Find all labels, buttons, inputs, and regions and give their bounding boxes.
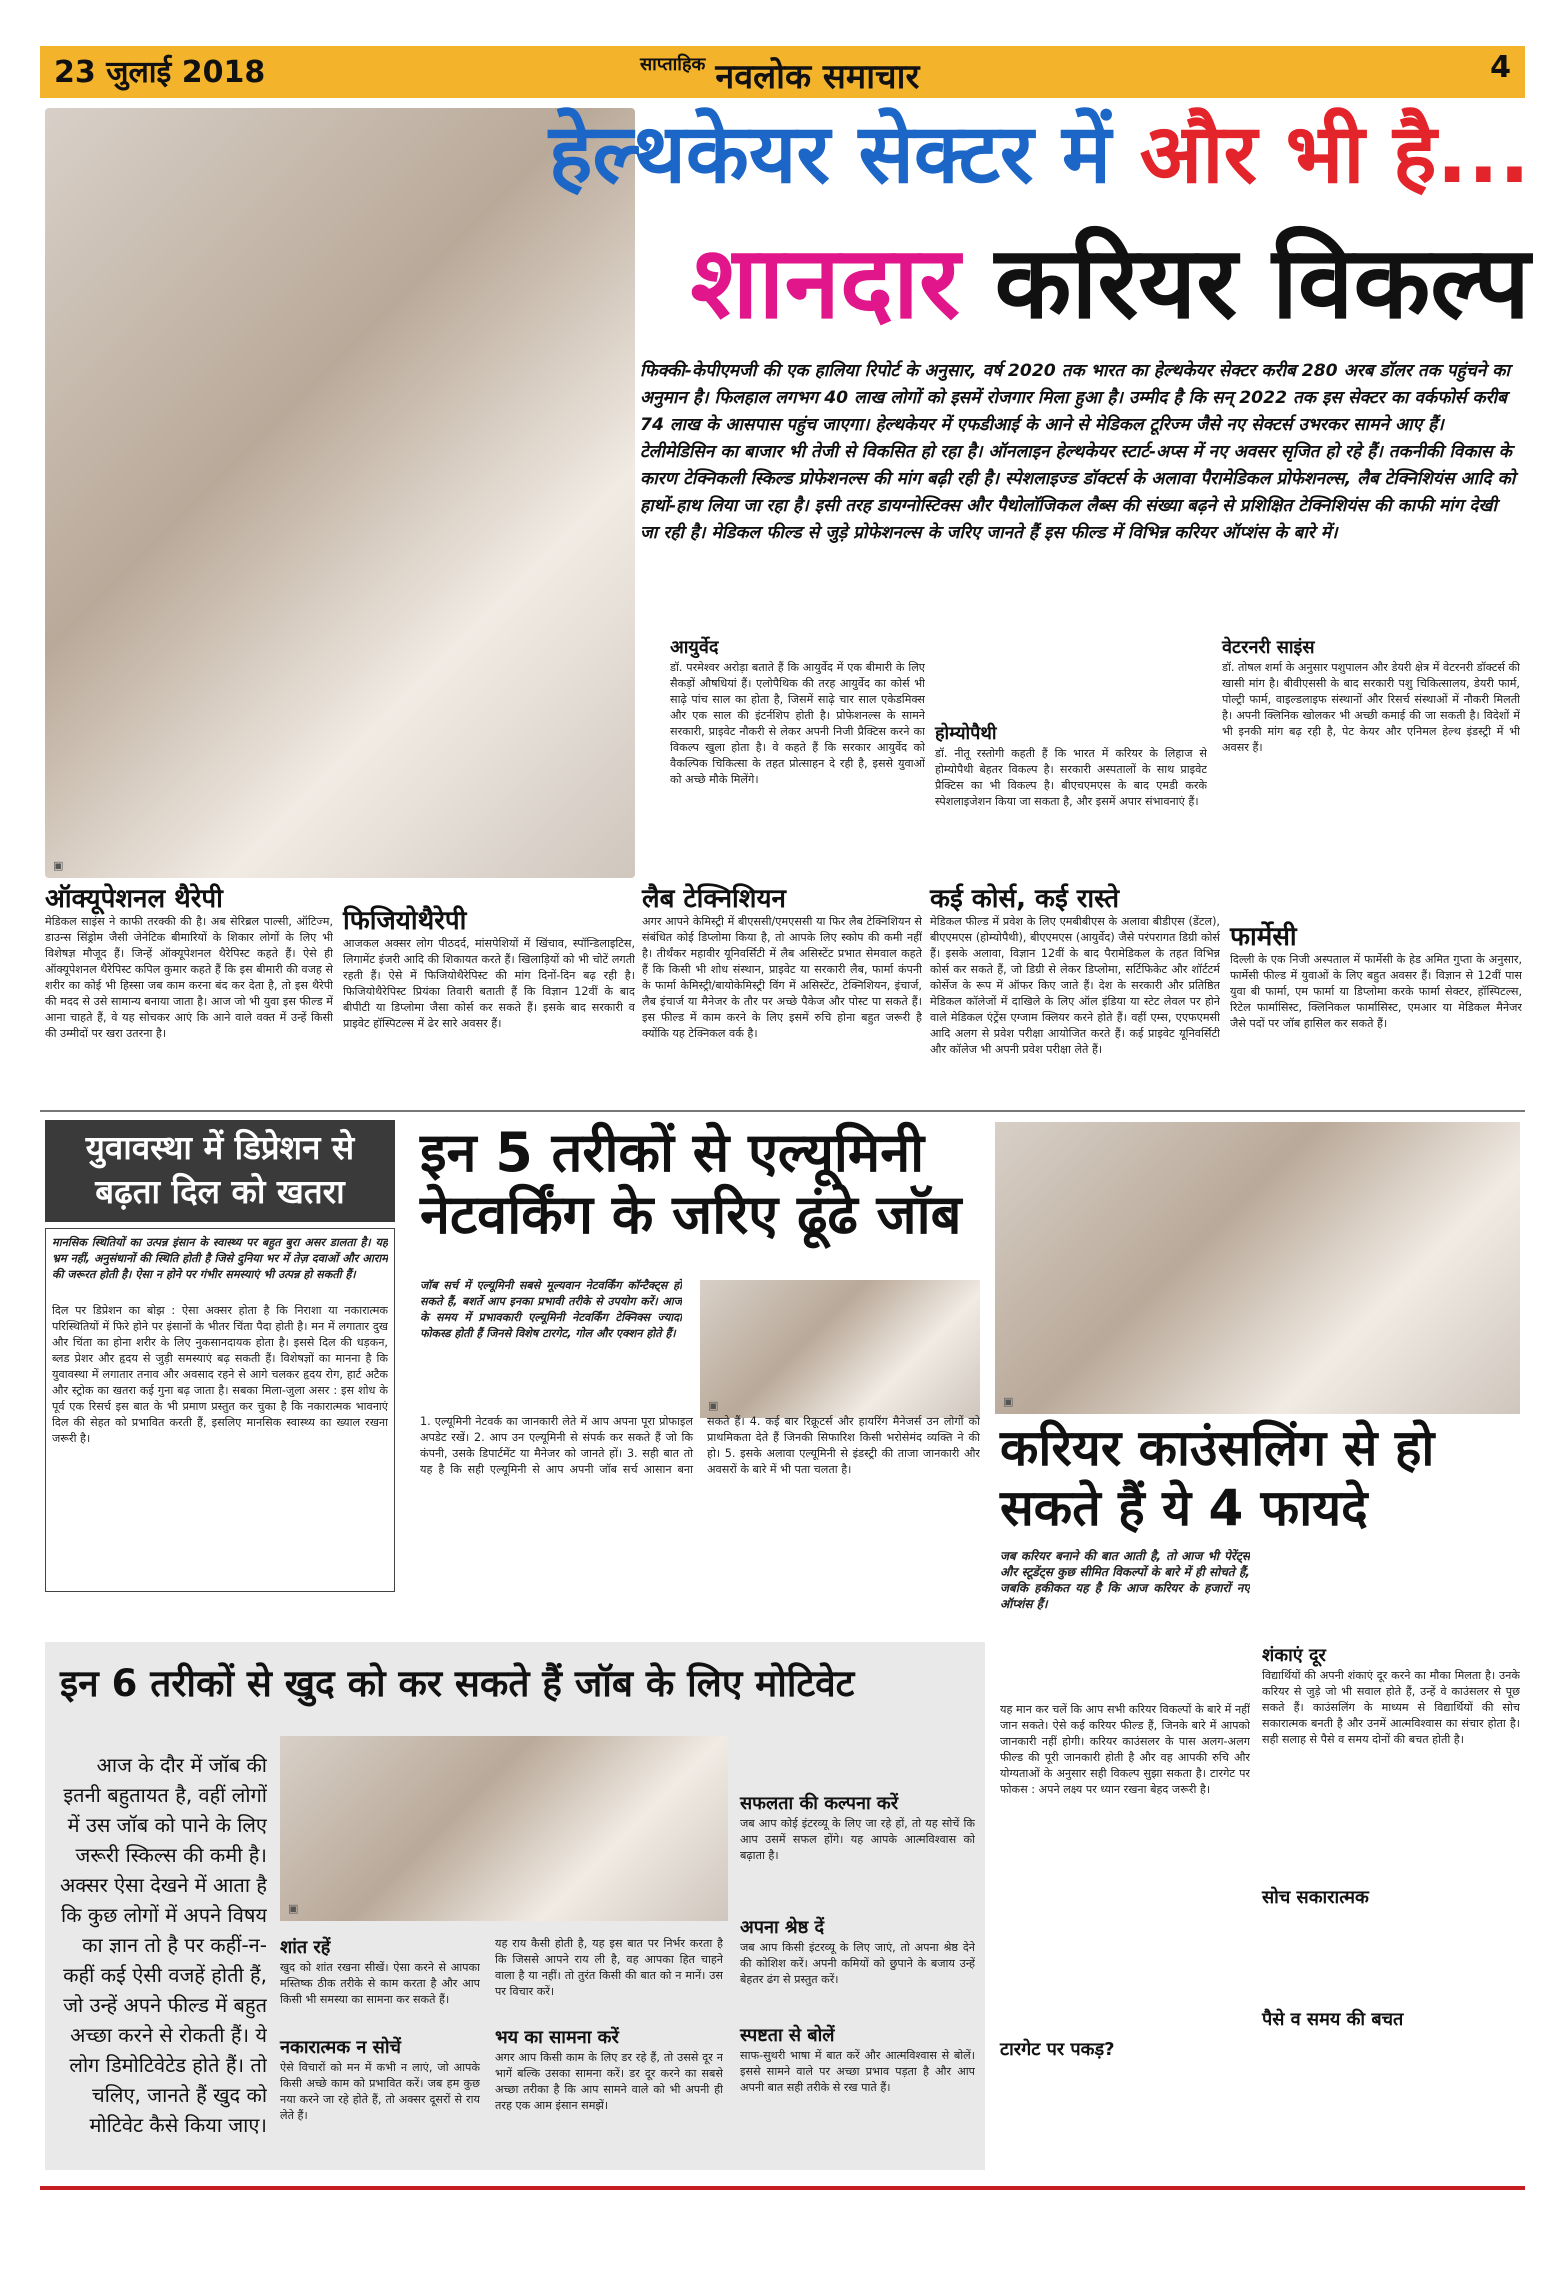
depression-title-box: [45, 1120, 395, 1222]
motivate-negative-heading: नकारात्मक न सोचें: [280, 2037, 401, 2058]
page-number: 4: [1490, 50, 1511, 85]
motivate-col3: [740, 1736, 975, 2112]
pharmacy-section: [1230, 922, 1522, 1102]
alumni-photo: [700, 1280, 980, 1418]
section-divider: [40, 1110, 1525, 1112]
motivate-advice-text: यह राय कैसी होती है, यह इस बात पर निर्भर करता है कि जिससे आपने राय ली है, वह आपका हित चाहने वाला है या नहीं। तो तुरंत किसी की बात को न मानें। उस पर विचार करें।: [495, 1937, 723, 1998]
counsel-title: करियर काउंसलिंग से हो सकते हैं ये 4 फायदे: [1000, 1419, 1435, 1537]
lab-heading: लैब टेक्निशियन: [642, 884, 786, 914]
motivate-title: इन 6 तरीकों से खुद को कर सकते हैं जॉब के लिए मोटिवेट: [60, 1662, 855, 1705]
lead-intro: फिक्की-केपीएमजी की एक हालिया रिपोर्ट के अनुसार, वर्ष 2020 तक भारत का हेल्थकेयर सेक्टर करीब 280 अरब डॉलर तक पहुंचने का अनुमान है। फिलहाल लगभग 40 लाख लोगों को इसमें रोजगार मिला हुआ है। उम्मीद है कि सन् 2022 तक इस सेक्टर का वर्कफोर्स करीब 74 लाख के आसपास पहुंच जाएगा। हेल्थकेयर में एफडीआई के आने से मेडिकल टूरिज्म जैसे नए सेक्टर्स उभरकर सामने आए हैं। टेलीमेडिसिन का बाजार भी तेजी से विकसित हो रहा है। ऑनलाइन हेल्थकेयर स्टार्ट-अप्स में नए अवसर सृजित हो रहे हैं। तकनीकी विकास के कारण टेक्निकली स्किल्ड प्रोफेशनल्स की मांग बढ़ी रही है। स्पेशलाइज्ड डॉक्टर्स के अलावा पैरामेडिकल प्रोफेशनल्स, लैब टेक्निशियंस आदि को हाथों-हाथ लिया जा रहा है। इसी तरह डायग्नोस्टिक्स और पैथोलॉजिकल लैब्स की संख्या बढ़ने से प्रशिक्षित टेक्निशियंस की काफी मांग देखी जा रही है। मेडिकल फील्ड से जुड़े प्रोफेशनल्स के जरिए जानते हैं इस फील्ड में विभिन्न करियर ऑप्शंस के बारे में।: [640, 361, 1516, 543]
counsel-photo: [995, 1122, 1520, 1414]
counsel-sub-doubts: शंकाएं दूर: [1262, 1645, 1326, 1666]
newspaper-title: नवलोक समाचार: [715, 57, 920, 97]
physio-section: [343, 884, 635, 1116]
physio-heading: फिजियोथैरेपी: [343, 906, 467, 936]
depression-title: युवावस्था में डिप्रेशन से बढ़ता दिल को खतरा: [85, 1128, 355, 1211]
counsel-side-column: [1262, 1548, 1520, 2068]
vet-text: डॉ. तोषल शर्मा के अनुसार पशुपालन और डेयरी क्षेत्र में वेटरनरी डॉक्टर्स की खासी मांग है। बीवीएससी के बाद सरकारी पशु चिकित्सालय, डेयरी फार्म, पोल्ट्री फार्म, वाइल्डलाइफ संस्थानों और रिसर्च संस्थाओं में नौकरी मिलती है। अपनी क्लिनिक खोलकर भी अच्छी कमाई की जा सकती है। विदेशों में भी इनकी मांग बढ़ रही है, पेट केयर और एनिमल हेल्थ इंडस्ट्री में भी अवसर हैं।: [1222, 661, 1520, 754]
weekly-tag: साप्ताहिक: [640, 54, 706, 75]
depression-lead: मानसिक स्थितियों का उत्पन्न इंसान के स्वास्थ्य पर बहुत बुरा असर डालता है। यह भ्रम नहीं, अनुसंधानों की स्थिति होती है जिसे दुनिया भर में तेज़ दवाओं और आराम की जरूरत होती है। ऐसा न होने पर गंभीर समस्याएं भी उत्पन्न हो सकती हैं।: [52, 1236, 388, 1281]
lead-photo: [45, 108, 635, 878]
photo-icon: ▣: [1003, 1395, 1014, 1408]
courses-text: मेडिकल फील्ड में प्रवेश के लिए एमबीबीएस के अलावा बीडीएस (डेंटल), बीएएमएस (होम्योपैथी), बीएएमएस (आयुर्वेद) जैसे परंपरागत डिग्री कोर्स हैं। इसके अलावा, विज्ञान 12वीं के बाद पैरामेडिकल के तहत विभिन्न कोर्स कर सकते हैं, जो डिग्री से लेकर डिप्लोमा, सर्टिफिकेट और शॉर्टटर्म कोर्सेज के रूप में ऑफर किए जाते हैं। देश के सरकारी और प्रतिष्ठित मेडिकल कॉलेजों में दाखिले के लिए ऑल इंडिया या स्टेट लेवल पर होने वाले मेडिकल एंट्रेंस एग्जाम क्लियर करने होते हैं। वहीं एम्स, एएफएमसी आदि अलग से प्रवेश परीक्षा आयोजित करते हैं। कई प्राइवेट यूनिवर्सिटी और कॉलेज भी अपनी प्रवेश परीक्षा लेते हैं।: [930, 915, 1220, 1056]
homeopathy-section: [935, 642, 1207, 874]
motivate-calm-heading: शांत रहें: [280, 1937, 331, 1958]
photo-icon: ▣: [53, 859, 64, 872]
depression-article: [45, 1228, 395, 1592]
motivate-calm-text: खुद को शांत रखना सीखें। ऐसा करने से आपका मस्तिष्क ठीक तरीके से काम करता है और आप किसी भी समस्या का सामना कर सकते हैं।: [280, 1961, 480, 2006]
counsel-text: यह मान कर चलें कि आप सभी करियर विकल्पों के बारे में नहीं जान सकते। ऐसे कई करियर फील्ड हैं, जिनके बारे में आपको जानकारी नहीं होगी। करियर काउंसलर के पास अलग-अलग फील्ड की पूरी जानकारी होती है और वह आपकी रुचि और योग्यताओं के अनुसार सही विकल्प सुझा सकता है। टारगेट पर फोकस : अपने लक्ष्य पर ध्यान रखना बेहद जरूरी है।: [1000, 1703, 1250, 1796]
counsel-sub-positive: सोच सकारात्मक: [1262, 1886, 1520, 1910]
vet-section: [1222, 632, 1520, 886]
masthead-bar: [40, 46, 1525, 98]
counsel-sub-target: टारगेट पर पकड़?: [1000, 2039, 1115, 2060]
lead-title-part4: करियर विकल्प: [994, 224, 1530, 341]
lead-title-line1: [540, 107, 1530, 202]
motivate-clarity-text: साफ-सुथरी भाषा में बात करें और आत्मविश्वास से बोलें। इससे सामने वाले पर अच्छा प्रभाव पड़ता है और आप अपनी बात सही तरीके से रख पाते हैं।: [740, 2049, 975, 2094]
motivate-blurb: आज के दौर में जॉब की इतनी बहुतायत है, वहीं लोगों में उस जॉब को पाने के लिए जरूरी स्किल्स की कमी है। अक्सर ऐसा देखने में आता है कि कुछ लोगों में अपने विषय का ज्ञान तो है पर कहीं-न-कहीं कई ऐसी वजहें होती हैं, जो उन्हें अपने फील्ड में बहुत अच्छा करने से रोकती हैं। ये लोग डिमोटिवेटेड होते हैं। तो चलिए, जानते हैं खुद को मोटिवेट कैसे किया जाए।: [60, 1753, 267, 2137]
courses-section: [930, 884, 1220, 1124]
depression-text: दिल पर डिप्रेशन का बोझ : ऐसा अक्सर होता है कि निराशा या नकारात्मक परिस्थितियों में फिरे होने पर इंसानों के भीतर चिंता पैदा होती है। मन में लगातार दुख और चिंता का होना शरीर के लिए नुकसानदायक होता है। इससे दिल की धड़कन, ब्लड प्रेशर और हृदय से जुड़ी समस्याएं बढ़ सकती हैं। विशेषज्ञों का मानना है कि युवावस्था में लगातार तनाव और अवसाद रहने से आगे चलकर हृदय रोग, हार्ट अटैक और स्ट्रोक का खतरा कई गुना बढ़ जाता है। सबका मिला-जुला असर : इस शोध के पूर्व एक रिसर्च इस बात के भी प्रमाण प्रस्तुत कर चुका है कि नकारात्मक भावनाएं दिल की सेहत को प्रभावित करती हैं, इसलिए मानसिक स्वास्थ्य का ख्याल रखना जरूरी है।: [52, 1304, 388, 1445]
lab-text: अगर आपने केमिस्ट्री में बीएससी/एमएससी या फिर लैब टेक्निशियन से संबंधित कोई डिप्लोमा किया है, तो आपके लिए स्कोप की कमी नहीं है। तीर्थंकर महावीर यूनिवर्सिटी में लैब असिस्टेंट प्रभात सेमवाल कहते हैं कि किसी भी शोध संस्थान, प्राइवेट या सरकारी लैब, फार्मा कंपनी के फार्मा केमिस्ट्री/बायोकेमिस्ट्री विंग में असिस्टेंट, टेक्निशियन, इंचार्ज, लैब इंचार्ज या मैनेजर के तौर पर अच्छे पैकेज और पोस्ट पा सकते हैं। इस फील्ड में काम करने के लिए इसमें रुचि होना बहुत जरूरी है क्योंकि यह टेक्निकल वर्क है।: [642, 915, 922, 1040]
lead-title-part1: हेल्थकेयर सेक्टर में: [548, 107, 1140, 202]
motivate-best-heading: अपना श्रेष्ठ दें: [740, 1917, 825, 1938]
physio-text: आजकल अक्सर लोग पीठदर्द, मांसपेशियों में खिंचाव, स्पॉन्डिलाइटिस, लिगामेंट इंजरी आदि की शिकायत करते हैं। खिलाड़ियों को भी चोटें लगती रहती हैं। ऐसे में फिजियोथैरेपिस्ट की मांग दिनों-दिन बढ़ रही है। फिजियोथैरेपिस्ट प्रियंका तिवारी बताती हैं कि विज्ञान 12वीं के बाद बीपीटी या डिप्लोमा जैसा कोर्स कर सकते हैं। इसके बाद सरकारी व प्राइवेट हॉस्पिटल्स में ढेर सारे अवसर हैं।: [343, 937, 635, 1030]
lead-title-part2: और भी है...: [1139, 107, 1530, 202]
alumni-title: इन 5 तरीकों से एल्यूमिनी नेटवर्किंग के जरिए ढूंढे जॉब: [420, 1121, 962, 1246]
motivate-success-text: जब आप कोई इंटरव्यू के लिए जा रहे हों, तो यह सोचें कि आप उसमें सफल होंगे। यह आपके आत्मविश्वास को बढ़ाता है।: [740, 1817, 975, 1862]
courses-heading: कई कोर्स, कई रास्ते: [930, 884, 1120, 914]
homeopathy-text: डॉ. नीतू रस्तोगी कहती हैं कि भारत में करियर के लिहाज से होम्योपैथी बेहतर विकल्प है। सरकारी अस्पतालों के साथ प्राइवेट प्रैक्टिस का भी विकल्प है। बीएचएमएस के बाद एमडी करके स्पेशलाइजेशन किया जा सकता है, और इसमें अपार संभावनाएं हैं।: [935, 747, 1207, 808]
motivate-success-heading: सफलता की कल्पना करें: [740, 1793, 899, 1814]
motivate-fear-text: अगर आप किसी काम के लिए डर रहे हैं, तो उससे दूर न भागें बल्कि उसका सामना करें। डर दूर करने का सबसे अच्छा तरीका है कि आप सामने वाले को भी अपनी ही तरह एक आम इंसान समझें।: [495, 2051, 723, 2112]
ayurveda-text: डॉ. परमेश्वर अरोड़ा बताते हैं कि आयुर्वेद में एक बीमारी के लिए सैकड़ों औषधियां हैं। एलोपैथिक की तरह आयुर्वेद का कोर्स भी साढ़े पांच साल का होता है, जिसमें साढ़े चार साल एकेडमिक्स और एक साल की इंटर्नशिप होती है। प्रोफेशनल्स के सामने सरकारी, प्राइवेट नौकरी से लेकर अपनी निजी प्रैक्टिस करने का विकल्प खुला होता है। वे कहते हैं कि सरकार आयुर्वेद को वैकल्पिक चिकित्सा के तहत प्रोत्साहन दे रही है, इससे युवाओं को अच्छे मौके मिलेंगे।: [670, 661, 925, 786]
ayurveda-heading: आयुर्वेद: [670, 637, 719, 658]
lab-section: [642, 884, 922, 1124]
alumni-lead: जॉब सर्च में एल्यूमिनी सबसे मूल्यवान नेटवर्किंग कॉन्टैक्ट्स हो सकते हैं, बशर्ते आप इनका प्रभावी तरीके से उपयोग करें। आज के समय में प्रभावकारी एल्यूमिनी नेटवर्किंग टेक्निक्स ज्यादा फोकस्ड होती हैं जिनसे विशेष टारगेट, गोल और एक्शन होते हैं।: [420, 1279, 682, 1340]
motivate-photo: [280, 1736, 728, 1921]
pharmacy-text: दिल्ली के एक निजी अस्पताल में फार्मेसी के हेड अमित गुप्ता के अनुसार, फार्मेसी फील्ड में युवाओं के लिए बहुत अवसर हैं। विज्ञान से 12वीं पास युवा बी फार्मा, एम फार्मा या डिप्लोमा करके फार्मा सेक्टर, हॉस्पिटल्स, रिटेल फार्मासिस्ट, क्लिनिकल फार्मासिस्ट, एमआर या मेडिकल मैनेजर जैसे पदों पर जॉब हासिल कर सकते हैं।: [1230, 953, 1522, 1030]
motivate-fear-heading: भय का सामना करें: [495, 2027, 619, 2048]
issue-date: 23 जुलाई 2018: [54, 55, 266, 90]
alumni-text: 1. एल्यूमिनी नेटवर्क का जानकारी लेते में आप अपना पूरा प्रोफाइल अपडेट रखें। 2. आप उन एल्यूमिनी से संपर्क कर सकते हैं जो कि कंपनी, उसके डिपार्टमेंट या मैनेजर को जानते हों। 3. सही बात तो यह है कि सही एल्यूमिनी से आप अपनी जॉब सर्च आसान बना सकते हैं। 4. कई बार रिक्रूटर्स और हायरिंग मैनेजर्स उन लोगों को प्राथमिकता देते हैं जिनकी सिफारिश किसी भरोसेमंद व्यक्ति ने की हो। 5. इसके अलावा एल्यूमिनी से इंडस्ट्री की ताजा जानकारी और अवसरों के बारे में भी पता चलता है।: [420, 1415, 980, 1476]
pharmacy-heading: फार्मेसी: [1230, 922, 1297, 952]
lead-title-part3: शानदार: [690, 224, 995, 341]
motivate-clarity-heading: स्पष्टता से बोलें: [740, 2025, 835, 2046]
vet-heading: वेटरनरी साइंस: [1222, 637, 1315, 658]
photo-icon: ▣: [288, 1902, 299, 1915]
photo-icon: ▣: [708, 1399, 719, 1412]
counsel-lead: जब करियर बनाने की बात आती है, तो आज भी पेरेंट्स और स्टूडेंट्स कुछ सीमित विकल्पों के बारे में ही सोचते हैं, जबकि हकीकत यह है कि आज करियर के हजारों नए ऑप्शंस हैं।: [1000, 1549, 1250, 1611]
motivate-negative-text: ऐसे विचारों को मन में कभी न लाएं, जो आपके किसी अच्छे काम को प्रभावित करें। जब हम कुछ नया करने जा रहे होते हैं, तो अक्सर दूसरों से राय लेते हैं।: [280, 2061, 480, 2122]
newspaper-name: [640, 52, 919, 98]
ot-text: मेडिकल साइंस ने काफी तरक्की की है। अब सेरिब्रल पाल्सी, ऑटिज्म, डाउन्स सिंड्रोम जैसी जेनेटिक बीमारियों के शिकार लोगों के लिए भी विशेषज्ञ मौजूद हैं। जिन्हें ऑक्यूपेशनल थैरेपिस्ट कहते हैं। ऐसे ही ऑक्यूपेशनल थैरेपिस्ट कपिल कुमार कहते हैं कि इस बीमारी की वजह से शरीर का कोई भी हिस्सा जब काम करना बंद कर देता है, तो इस थैरेपी की मदद से उसे सामान्य बनाया जाता है। आज जो भी युवा इस फील्ड में आना चाहते हैं, वे यह सोचकर आएं कि आने वाले वक्त में उन्हें किसी की उम्मीदों पर खरा उतरना है।: [45, 915, 333, 1040]
ayurveda-section: [670, 632, 925, 885]
motivate-col2: [495, 1932, 723, 2130]
lead-title-line2: [600, 224, 1530, 341]
motivate-best-text: जब आप किसी इंटरव्यू के लिए जाएं, तो अपना श्रेष्ठ देने की कोशिश करें। अपनी कमियों को छुपाने के बजाय उन्हें बेहतर ढंग से प्रस्तुत करें।: [740, 1941, 975, 1986]
homeopathy-heading: होम्योपैथी: [935, 723, 997, 744]
bottom-red-rule: [40, 2186, 1525, 2190]
counsel-side-text: विद्यार्थियों की अपनी शंकाएं दूर करने का मौका मिलता है। उनके करियर से जुड़े जो भी सवाल होते हैं, उन्हें वे काउंसलर से पूछ सकते हैं। काउंसलिंग के माध्यम से विद्यार्थियों की सोच सकारात्मक बनती है और उनमें आत्मविश्वास का संचार होता है। सही सलाह से पैसे व समय दोनों की बचत होती है।: [1262, 1669, 1520, 1746]
ot-section: [45, 884, 333, 1124]
counsel-sub-saving: पैसे व समय की बचत: [1262, 2008, 1520, 2032]
motivate-col1: [280, 1932, 480, 2124]
ot-heading: ऑक्यूपेशनल थैरेपी: [45, 884, 223, 914]
